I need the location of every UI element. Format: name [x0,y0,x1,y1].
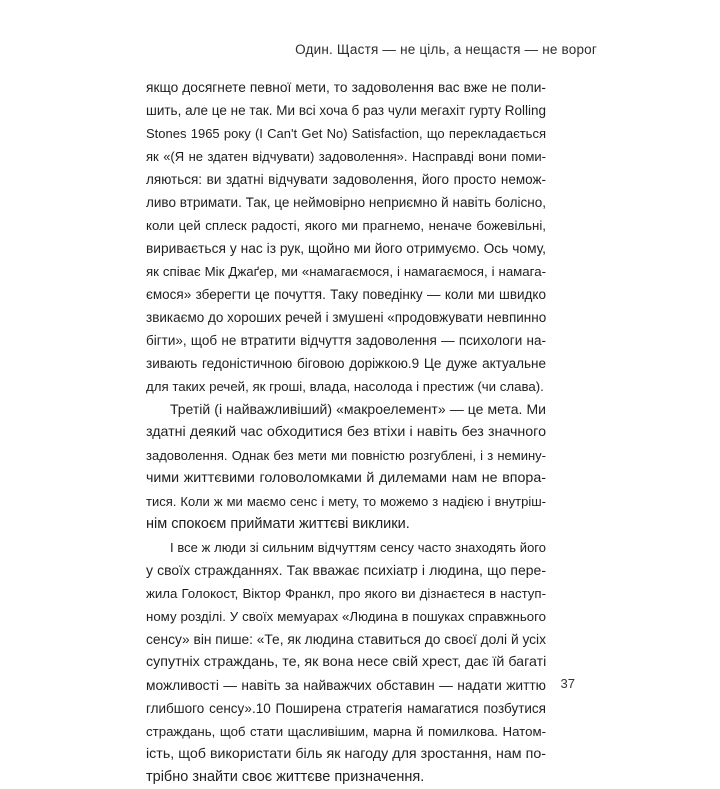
paragraph-first-line: Третій (і найважливіший) «макроелемент» — це мета. Ми [170,401,546,417]
text-line: бігти», щоб не втратити відчуття задоволення — психологи на- [146,333,546,348]
text-line: чими життєвими головоломками й дилемами нам не впора- [146,470,546,486]
text-line: Stones 1965 року (I Can't Get No) Satisfaction, що перекладається [146,126,546,141]
running-header: Один. Щастя — не ціль, а нещастя — не ворог [295,42,597,57]
text-line: у своїх стражданнях. Так вважає психіатр і людина, що пере- [146,562,546,578]
text-line: звикаємо до хороших речей і змушені «продовжувати невпинно [146,310,547,325]
text-line: можливості — навіть за найважчих обставин — надати життю [146,678,546,693]
paragraph-first-line: І все ж люди зі сильним відчуттям сенсу часто знаходять його [170,540,546,555]
text-line: ляються: ви здатні відчувати задоволення, його просто немож- [146,172,546,187]
text-line: ному розділі. У своїх мемуарах «Людина в пошуках справжнього [146,609,546,624]
text-line: супутніх страждань, те, як вона несе свій хрест, дає їй багаті [146,654,547,670]
text-line: тися. Коли ж ми маємо сенс і мету, то можемо з надією і внутріш- [146,494,546,509]
text-line: здатні деякий час обходитися без втіхи і навіть без значного [146,424,546,440]
body-text [146,76,546,789]
text-line: трібно знайти своє життєве призначення. [146,769,425,785]
text-line: ливо втримати. Так, це неймовірно неприємно й навіть болісно, [146,195,546,210]
text-line: нім спокоєм приймати життєві виклики. [146,516,410,532]
text-line: виривається у нас із рук, щойно ми його отримуємо. Ось чому, [146,241,546,256]
text-line: як «(Я не здатен відчувати) задоволення». Насправді вони поми- [146,149,546,164]
text-line: страждань, щоб стати щасливішим, марна й помилкова. Натом- [146,724,546,739]
text-line: ємося» зберегти це почуття. Таку поведінку — коли ми швидко [146,287,546,302]
text-line: сенсу» він пише: «Те, як людина ставиться до своєї долі й усіх [146,632,546,647]
text-line: коли цей сплеск радості, якого ми прагнемо, неначе божевільні, [146,218,546,233]
page-number: 37 [560,676,575,691]
text-line: ість, щоб використати біль як нагоду для зростання, нам по- [146,746,546,762]
text-line: як співає Мік Джаґер, ми «намагаємося, і намагаємося, і намага- [146,264,546,279]
text-line: задоволення. Однак без мети ми повністю розгублені, і з немину- [146,448,546,463]
text-line: жила Голокост, Віктор Франкл, про якого ви дізнаєтеся в наступ- [146,586,546,601]
text-line: глибшого сенсу».10 Поширена стратегія намагатися позбутися [146,701,546,716]
text-line: шить, але це не так. Ми всі хоча б раз чули мегахіт гурту Rolling [146,103,546,118]
text-line: зивають гедоністичною біговою доріжкою.9 Це дуже актуальне [146,356,546,371]
text-line: для таких речей, як гроші, влада, насолода і престиж (чи слава). [146,379,544,394]
text-line: якщо досягнете певної мети, то задоволення вас вже не поли- [146,80,546,95]
